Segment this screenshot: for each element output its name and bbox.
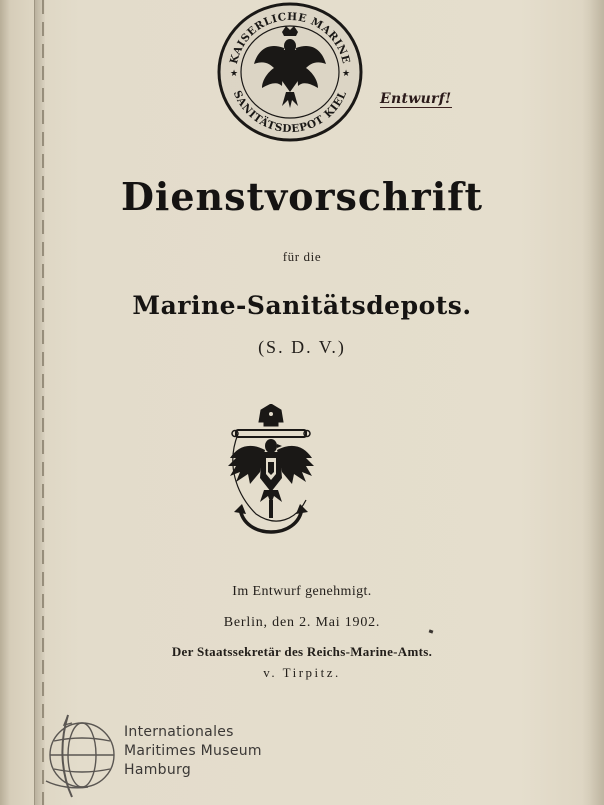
svg-text:★: ★ [230,69,239,79]
svg-text:★: ★ [342,69,351,79]
for-the-text: für die [282,249,322,264]
stamp-top-text: KAISERLICHE MARINE [227,10,353,66]
stamp-bottom-text: SANITÄTSDEPOT KIEL [230,88,350,136]
document-abbreviation: (S. D. V.) [258,337,346,357]
page-right-edge-shadow [582,0,604,805]
document-subtitle: Marine-Sanitätsdepots. [132,291,472,320]
museum-text-line-2: Maritimes Museum [124,743,262,759]
museum-globe-ship-logo-icon [38,711,116,799]
approval-note: Im Entwurf genehmigt. [232,584,372,599]
place-date-line: Berlin, den 2. Mai 1902. [223,615,381,630]
museum-watermark-text [124,723,262,780]
binding-thread [42,0,44,805]
museum-text-line-3: Hamburg [124,762,192,778]
museum-text-line-1: Internationales [124,724,234,740]
kiel-depot-stamp [216,2,364,142]
document-title: Dienstvorschrift [120,174,484,219]
signatory-name: v. Tirpitz. [263,665,341,680]
signatory-title: Der Staatssekretär des Reichs-Marine-Amts. [171,644,433,659]
draft-label: Entwurf! [380,91,452,107]
imperial-eagle-anchor-emblem-icon [226,404,316,534]
ink-speck [429,629,434,633]
